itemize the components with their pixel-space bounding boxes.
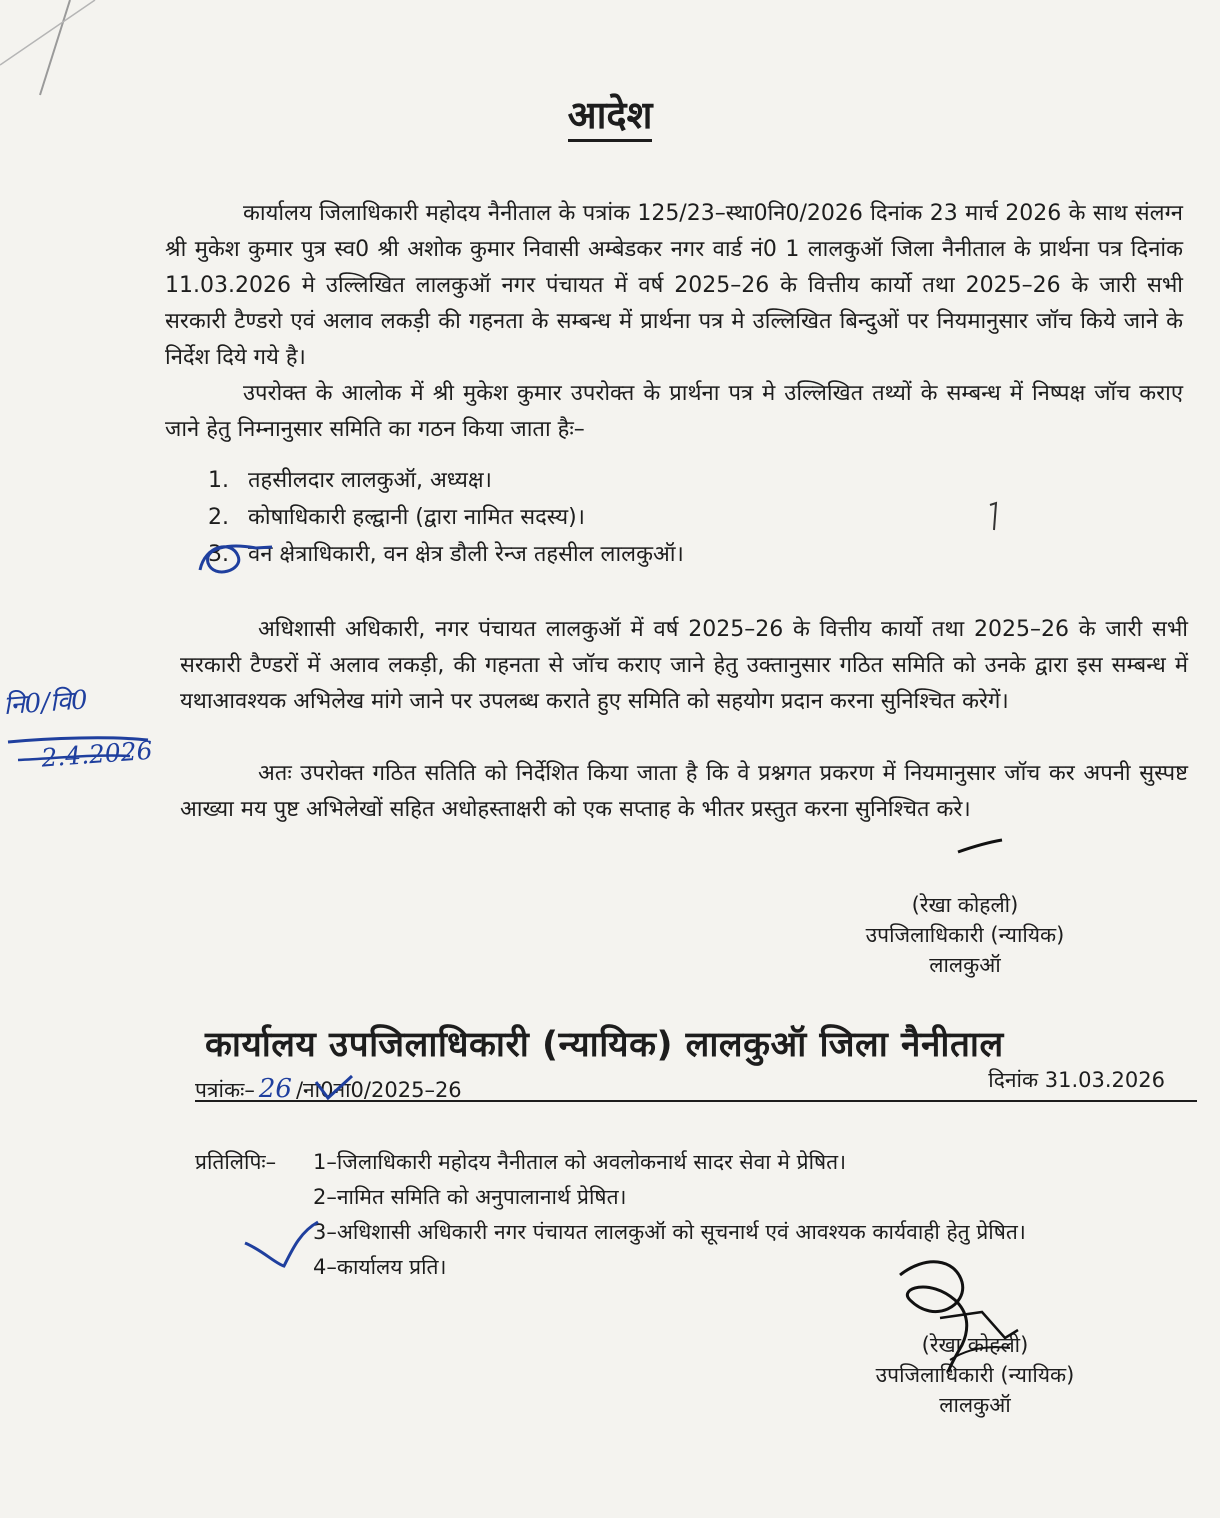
office-heading: कार्यालय उपजिलाधिकारी (न्यायिक) लालकुऑ जिला नैनीताल bbox=[205, 1025, 1004, 1065]
margin-note-underline bbox=[18, 755, 130, 760]
paragraph-committee-intro-text: उपरोक्त के आलोक में श्री मुकेश कुमार उपरोक्त के प्रार्थना पत्र मे उल्लिखित तथ्यों के सम्बन्ध में निष्पक्ष जॉच कराए जाने हेतु निम्नानुसार समिति का गठन किया जाता हैः– bbox=[165, 381, 1183, 442]
signatory-place: लालकुऑ bbox=[929, 953, 1001, 977]
margin-note-underline bbox=[8, 738, 148, 742]
committee-member-text: तहसीलदार लालकुऑ, अध्यक्ष। bbox=[248, 468, 492, 493]
committee-member-number: 2. bbox=[208, 505, 229, 530]
scribble-mark bbox=[200, 546, 272, 572]
reference-handwritten-number: 26 bbox=[258, 1074, 292, 1104]
handwritten-signature bbox=[900, 1262, 1018, 1372]
signatory-name: (रेखा कोहली) bbox=[921, 1333, 1029, 1357]
signatory-name: (रेखा कोहली) bbox=[911, 893, 1019, 917]
copy-item-4: 4–कार्यालय प्रति। bbox=[313, 1255, 447, 1279]
signatory-designation: उपजिलाधिकारी (न्यायिक) bbox=[875, 1363, 1075, 1387]
fold-line bbox=[40, 0, 70, 95]
paragraph-reference-text: कार्यालय जिलाधिकारी महोदय नैनीताल के पत्रांक 125/23–स्था0नि0/2026 दिनांक 23 मार्च 2026 के साथ संलग्न श्री मुकेश कुमार पुत्र स्व0 श्री अशोक कुमार निवासी अम्बेडकर नगर वार्ड नं0 1 लालकुऑ जिला नैनीताल के प्रार्थना पत्र दिनांक 11.03.2026 मे उल्लिखित लालकुऑ नगर पंचायत में वर्ष 2025–26 के वित्तीय कार्यो तथा 2025–26 के जारी सभी सरकारी टैण्डरो एवं अलाव लकड़ी की गहनता के सम्बन्ध में प्रार्थना पत्र मे उल्लिखित बिन्दुओं पर नियमानुसार जॉच किये जाने के निर्देश दिये गये है। bbox=[165, 201, 1183, 370]
committee-member-number: 1. bbox=[208, 468, 229, 493]
tick-mark bbox=[245, 1222, 318, 1266]
reference-date: दिनांक 31.03.2026 bbox=[988, 1068, 1165, 1092]
initial-stroke bbox=[958, 840, 1002, 852]
order-title-text: आदेश bbox=[568, 93, 653, 142]
copy-label: प्रतिलिपिः– bbox=[195, 1150, 277, 1174]
margin-note-line: नि0/वि0 bbox=[2, 685, 89, 722]
copy-item-3: 3–अधिशासी अधिकारी नगर पंचायत लालकुऑ को सूचनार्थ एवं आवश्यक कार्यवाही हेतु प्रेषित। bbox=[313, 1220, 1026, 1244]
paragraph-directive-text: अतः उपरोक्त गठित सतिति को निर्देशित किया जाता है कि वे प्रश्नगत प्रकरण में नियमानुसार जॉच कर अपनी सुस्पष्ट आख्या मय पुष्ट अभिलेखों सहित अधोहस्ताक्षरी को एक सप्ताह के भीतर प्रस्तुत करना सुनिश्चित करे। bbox=[180, 761, 1188, 822]
fold-line bbox=[0, 0, 95, 65]
committee-member-text: वन क्षेत्राधिकारी, वन क्षेत्र डौली रेन्ज तहसील लालकुऑ। bbox=[248, 542, 684, 567]
paragraph-executive-officer-text: अधिशासी अधिकारी, नगर पंचायत लालकुऑ में वर्ष 2025–26 के वित्तीय कार्यो तथा 2025–26 के जारी सभी सरकारी टैण्डरों में अलाव लकड़ी, की गहनता से जॉच कराए जाने हेतु उक्तानुसार गठित समिति को उनके द्वारा इस सम्बन्ध में यथाआवश्यक अभिलेख मांगे जाने पर उपलब्ध कराते हुए समिति को सहयोग प्रदान करना सुनिश्चित करेगें। bbox=[180, 617, 1188, 714]
margin-note-date: 2.4.2026 bbox=[40, 735, 154, 773]
committee-member-number: 3. bbox=[208, 542, 229, 567]
pen-mark bbox=[990, 503, 996, 530]
reference-suffix: /ना0ना0/2025–26 bbox=[295, 1078, 462, 1102]
committee-member-text: कोषाधिकारी हल्द्वानी (द्वारा नामित सदस्य)। bbox=[248, 505, 586, 530]
reference-label: पत्रांकः– bbox=[195, 1078, 255, 1102]
check-mark bbox=[316, 1076, 352, 1098]
copy-item-2: 2–नामित समिति को अनुपालानार्थ प्रेषित। bbox=[313, 1185, 627, 1209]
signatory-designation: उपजिलाधिकारी (न्यायिक) bbox=[865, 923, 1065, 947]
copy-item-text: 1–जिलाधिकारी महोदय नैनीताल को अवलोकनार्थ सादर सेवा मे प्रेषित। bbox=[313, 1150, 847, 1174]
signatory-place: लालकुऑ bbox=[939, 1393, 1011, 1417]
